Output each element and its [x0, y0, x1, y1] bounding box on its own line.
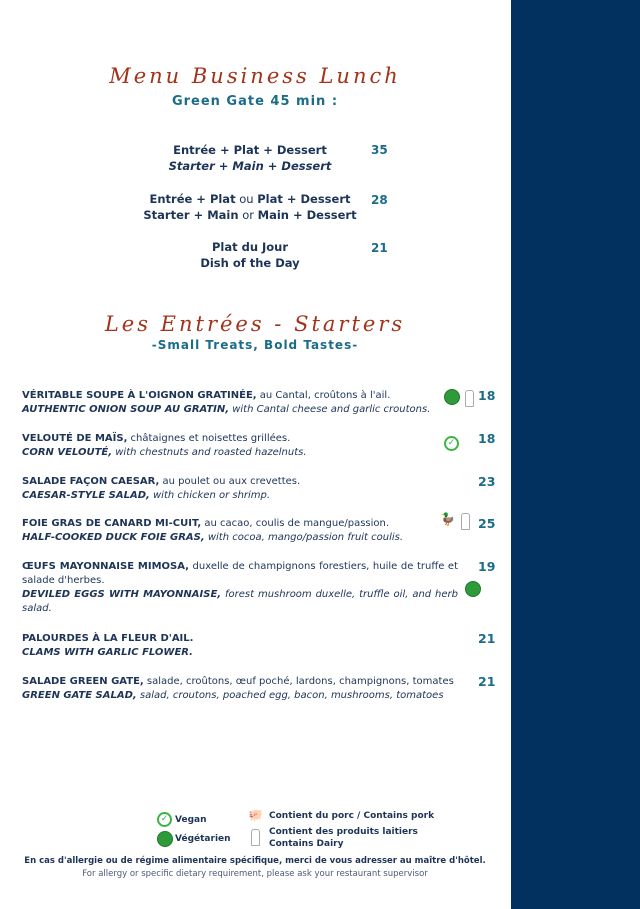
- menu-item: [22, 389, 458, 417]
- vegetarian-icon: [465, 581, 481, 597]
- formula-1: [140, 142, 360, 174]
- item-desc-fr: au cacao, coulis de mangue/passion.: [201, 518, 390, 529]
- formula-price: 28: [371, 193, 388, 207]
- formula-fr-b: Plat + Dessert: [257, 192, 351, 206]
- formula-en-a: Starter + Main: [143, 208, 239, 222]
- legend-pork: Contient du porc / Contains pork: [269, 811, 435, 821]
- vegan-icon: ✓: [157, 812, 172, 827]
- section-subtitle: -Small Treats, Bold Tastes-: [151, 338, 359, 352]
- dairy-icon: [461, 513, 470, 530]
- section-title: Les Entrées - Starters: [104, 312, 406, 336]
- menu-item: [22, 675, 458, 703]
- formula-fr-a: Entrée + Plat: [149, 192, 236, 206]
- item-desc-en: with cocoa, mango/passion fruit coulis.: [204, 532, 404, 543]
- item-desc-en: forest mushroom duxelle, truffle oil, and herb salad.: [22, 589, 459, 614]
- vegetarian-icon: [444, 389, 460, 405]
- item-price: 23: [478, 474, 496, 489]
- allergy-note-fr: En cas d'allergie ou de régime alimentaire spécifique, merci de vous adresser au maître d'hôtel.: [24, 856, 486, 866]
- vegetarian-icon: [157, 831, 173, 847]
- duck-icon: 🦆: [440, 512, 455, 526]
- item-desc-fr: châtaignes et noisettes grillées.: [127, 433, 291, 444]
- formula-fr: Plat du Jour: [211, 240, 289, 254]
- menu-item: [22, 560, 458, 616]
- item-price: 18: [478, 388, 496, 403]
- item-name-en: CORN VELOUTÉ,: [22, 447, 113, 458]
- item-name-en: CLAMS WITH GARLIC FLOWER.: [22, 647, 193, 658]
- item-name-fr: SALADE GREEN GATE,: [22, 676, 144, 687]
- pork-icon: 🐖: [248, 808, 263, 822]
- page-subtitle: Green Gate 45 min :: [171, 94, 339, 109]
- menu-item: [22, 475, 458, 503]
- item-name-en: AUTHENTIC ONION SOUP AU GRATIN,: [22, 404, 230, 415]
- legend-dairy-fr: Contient des produits laitiers: [269, 827, 418, 837]
- legend-vegetarian: Végétarien: [175, 834, 231, 844]
- item-desc-fr: au poulet ou aux crevettes.: [159, 476, 301, 487]
- item-price: 19: [478, 559, 496, 574]
- formula-en: Dish of the Day: [200, 256, 300, 270]
- item-desc-en: with chicken or shrimp.: [149, 490, 271, 501]
- formula-price: 35: [371, 143, 388, 157]
- vegan-icon: ✓: [444, 436, 459, 451]
- formula-or: or: [242, 208, 254, 222]
- item-desc-en: with chestnuts and roasted hazelnuts.: [112, 447, 307, 458]
- page-title: Menu Business Lunch: [109, 64, 401, 88]
- item-price: 25: [478, 516, 496, 531]
- item-name-en: DEVILED EGGS WITH MAYONNAISE,: [22, 589, 222, 600]
- item-desc-fr: au Cantal, croûtons à l'ail.: [256, 390, 391, 401]
- sidebar-band: [511, 0, 640, 909]
- dairy-icon: [465, 390, 474, 407]
- menu-item: [22, 632, 458, 660]
- formula-price: 21: [371, 241, 388, 255]
- dairy-icon: [251, 829, 260, 846]
- item-price: 21: [478, 674, 496, 689]
- item-desc-en: with Cantal cheese and garlic croutons.: [229, 404, 431, 415]
- item-name-en: GREEN GATE SALAD,: [22, 690, 137, 701]
- legend-dairy-en: Contains Dairy: [269, 839, 344, 849]
- allergy-note-en: For allergy or specific dietary requirement, please ask your restaurant supervisor: [82, 869, 428, 879]
- item-desc-fr: duxelle de champignons forestiers, huile de truffe et salade d'herbes.: [22, 561, 459, 586]
- item-price: 21: [478, 631, 496, 646]
- item-name-fr: FOIE GRAS DE CANARD MI-CUIT,: [22, 518, 202, 529]
- item-desc-en: salad, croutons, poached egg, bacon, mushrooms, tomatoes: [136, 690, 444, 701]
- menu-item: [22, 517, 458, 545]
- item-name-en: HALF-COOKED DUCK FOIE GRAS,: [22, 532, 205, 543]
- item-name-fr: PALOURDES À LA FLEUR D'AIL.: [22, 633, 194, 644]
- formula-3: [140, 239, 360, 271]
- item-desc-fr: salade, croûtons, œuf poché, lardons, champignons, tomates: [143, 676, 454, 687]
- formula-2: [140, 191, 360, 223]
- item-name-fr: ŒUFS MAYONNAISE MIMOSA,: [22, 561, 189, 572]
- item-name-fr: VÉRITABLE SOUPE À L'OIGNON GRATINÉE,: [22, 390, 257, 401]
- item-name-fr: SALADE FAÇON CAESAR,: [22, 476, 160, 487]
- legend-vegan: Vegan: [175, 815, 207, 825]
- formula-en-b: Main + Dessert: [257, 208, 357, 222]
- formula-fr: Entrée + Plat + Dessert: [173, 143, 327, 157]
- formula-en: Starter + Main + Dessert: [168, 159, 332, 173]
- legend-dairy: [269, 826, 418, 850]
- menu-item: [22, 432, 458, 460]
- formula-or: ou: [239, 192, 254, 206]
- item-name-fr: VELOUTÉ DE MAÏS,: [22, 433, 128, 444]
- item-price: 18: [478, 431, 496, 446]
- item-name-en: CAESAR-STYLE SALAD,: [22, 490, 150, 501]
